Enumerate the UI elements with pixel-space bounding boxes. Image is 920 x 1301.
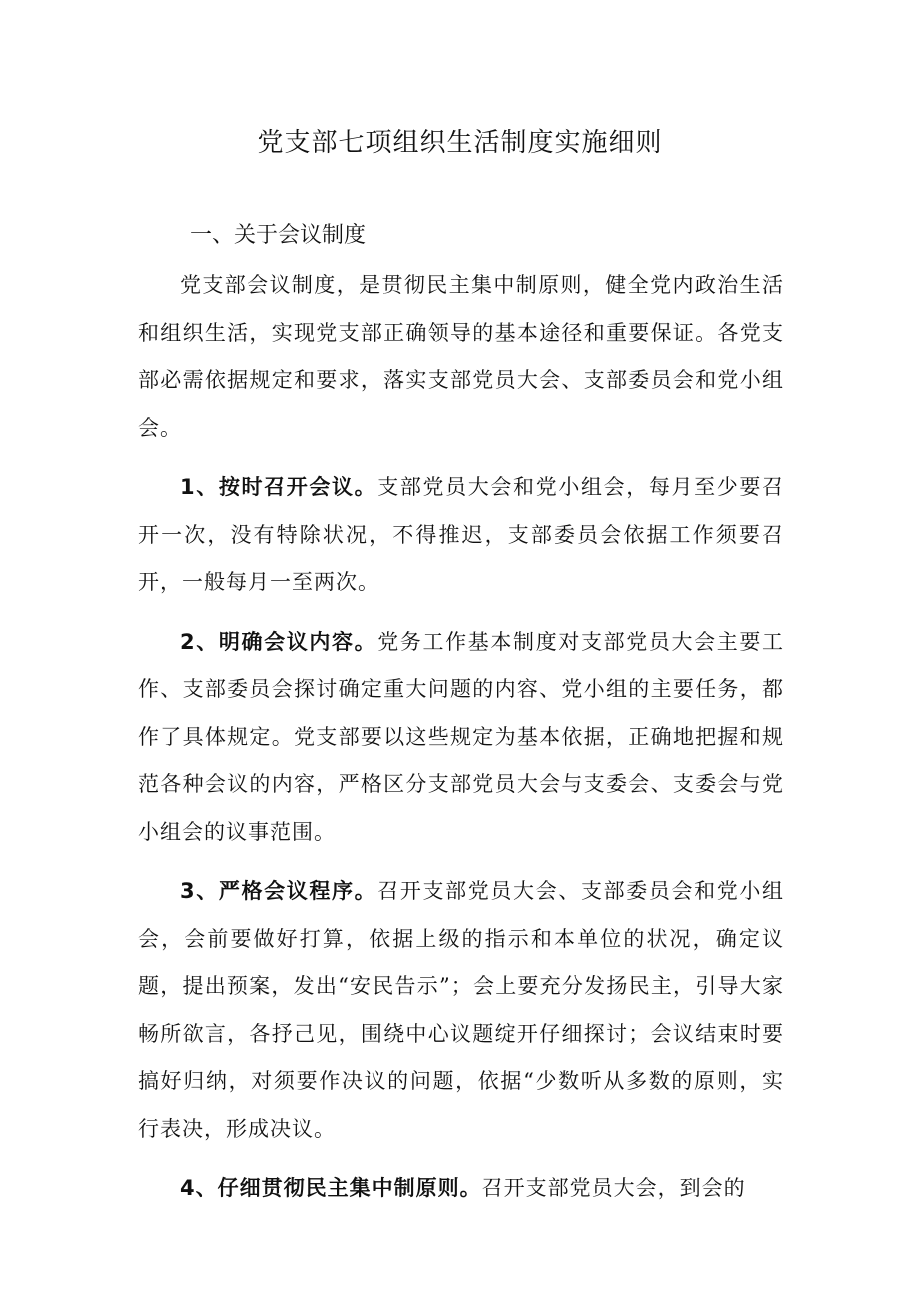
- section-heading: 一、关于会议制度: [190, 223, 367, 248]
- item-heading-2: 2、明确会议内容。: [180, 629, 378, 654]
- item-heading-4: 4、仔细贯彻民主集中制原则。: [180, 1176, 482, 1200]
- item-text-2: 党务工作基本制度对支部党员大会主要工作、支部委员会探讨确定重大问题的内容、党小组的主要任务，都作了具体规定。党支部要以这些规定为基本依据，正确地把握和规范各种会议的内容，严格区分支部党员大会与支委会、支委会与党小组会的议事范围。: [138, 629, 784, 844]
- item-paragraph-3: [138, 868, 784, 1153]
- item-paragraph-2: [138, 619, 784, 857]
- document-body: [138, 262, 784, 1225]
- item-text-1: 支部党员大会和党小组会，每月至少要召开一次，没有特除状况，不得推迟，支部委员会依据工作须要召开，一般每月一至两次。: [138, 475, 784, 594]
- item-paragraph-1: [138, 464, 784, 607]
- item-paragraph-4: [138, 1165, 784, 1213]
- item-heading-3: 3、严格会议程序。: [180, 879, 378, 903]
- item-heading-1: 1、按时召开会议。: [180, 475, 378, 499]
- intro-paragraph: 党支部会议制度，是贯彻民主集中制原则，健全党内政治生活和组织生活，实现党支部正确领导的基本途径和重要保证。各党支部必需依据规定和要求，落实支部党员大会、支部委员会和党小组会。: [138, 273, 784, 440]
- item-text-3: 召开支部党员大会、支部委员会和党小组会，会前要做好打算，依据上级的指示和本单位的状况，确定议题，提出预案，发出“安民告示”；会上要充分发扬民主，引导大家畅所欲言，各抒己见，围绕中心议题绽开仔细探讨；会议结束时要搞好归纳，对须要作决议的问题，依据“少数听从多数的原则，实行表决，形成决议。: [138, 879, 784, 1141]
- document-title: 党支部七项组织生活制度实施细则: [257, 128, 663, 158]
- item-text-4: 召开支部党员大会，到会的: [481, 1176, 746, 1200]
